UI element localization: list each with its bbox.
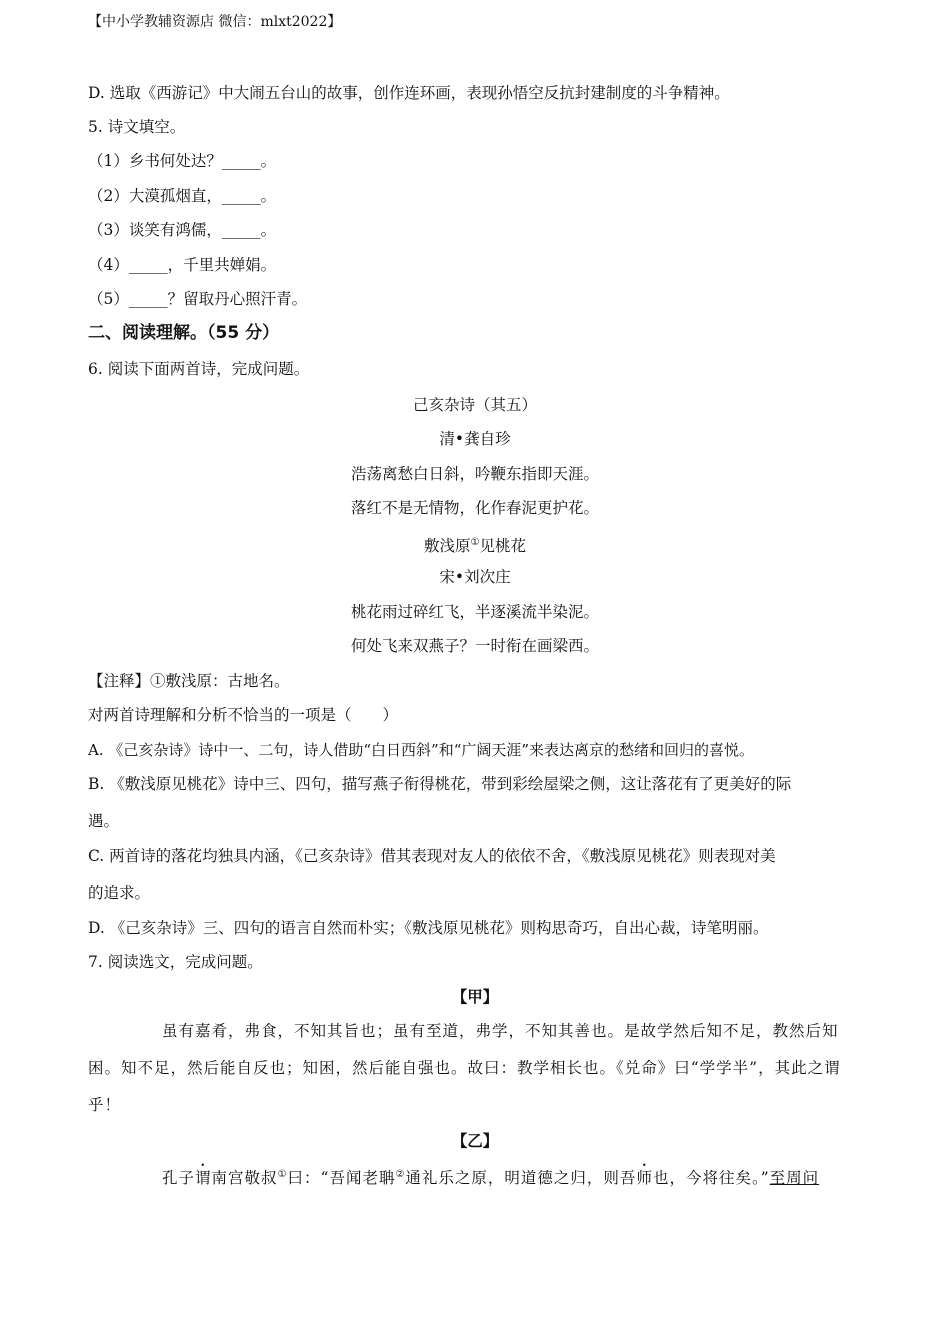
- q5-title: 5. 诗文填空。: [88, 118, 186, 136]
- poem1-author: 清•龚自珍: [439, 430, 511, 448]
- poem-note: 【注释】①敷浅原：古地名。: [88, 672, 290, 690]
- poem2-title-a: 敷浅原: [424, 537, 471, 556]
- yi-text-a: 孔子: [162, 1169, 196, 1188]
- q5-item-2: （2）大漠孤烟直，_____。: [88, 187, 277, 205]
- q6-option-a: A. 《己亥杂诗》诗中一、二句，诗人借助“白日西斜”和“广阔天涯”来表达离京的愁绪和回归的喜悦。: [88, 741, 755, 759]
- poem1-line-1: 浩荡离愁白日斜，吟鞭东指即天涯。: [350, 465, 599, 483]
- yi-footnote-2: ②: [395, 1169, 406, 1180]
- yi-footnote-1: ①: [277, 1169, 288, 1180]
- q6-option-b-line-2: 遇。: [88, 812, 120, 830]
- q6-question: 对两首诗理解和分析不恰当的一项是（ ）: [88, 706, 399, 724]
- q4-option-d: D. 选取《西游记》中大闹五台山的故事，创作连环画，表现孙悟空反抗封建制度的斗争精神。: [88, 84, 730, 102]
- q6-option-d: D. 《己亥杂诗》三、四句的语言自然而朴实；《敷浅原见桃花》则构思奇巧，自出心裁，诗笔明丽。: [88, 919, 769, 937]
- yi-text-d: 曰：“吾闻老聃: [287, 1169, 396, 1188]
- poem2-title: [0, 533, 950, 556]
- q5-item-1: （1）乡书何处达？_____。: [88, 152, 277, 170]
- poem2-line-2: 何处飞来双燕子？一时衔在画梁西。: [350, 637, 599, 655]
- yi-text-g: 也，今将往矣。”: [652, 1169, 770, 1188]
- poem1-line-2: 落红不是无情物，化作春泥更护花。: [350, 499, 599, 517]
- q6-option-c-line-2: 的追求。: [88, 884, 151, 902]
- section-title: 二、阅读理解。（55 分）: [88, 323, 280, 343]
- passage-jia-title: 【甲】: [451, 987, 499, 1006]
- poem2-line-1: 桃花雨过碎红飞，半逐溪流半染泥。: [350, 603, 599, 621]
- yi-text-c: 南宫敬叔: [211, 1169, 278, 1188]
- footnote-mark: ①: [470, 537, 480, 548]
- yi-text-e: 通礼乐之原，明道德之归，则吾: [405, 1169, 637, 1188]
- passage-yi-title: 【乙】: [451, 1131, 499, 1150]
- q6-option-c-line-1: C. 两首诗的落花均独具内涵，《己亥杂诗》借其表现对友人的依依不舍，《敷浅原见桃花》则表现对美: [88, 847, 776, 865]
- page-header: 【中小学教辅资源店 微信：mlxt2022】: [88, 14, 342, 30]
- q6-option-b-line-1: B. 《敷浅原见桃花》诗中三、四句，描写燕子衔得桃花，带到彩绘屋梁之侧，这让落花有了更美好的际: [88, 775, 792, 793]
- q7-title: 7. 阅读选文，完成问题。: [88, 953, 263, 971]
- q6-title: 6. 阅读下面两首诗，完成问题。: [88, 360, 310, 378]
- poem2-title-b: 见桃花: [479, 537, 526, 556]
- q5-item-3: （3）谈笑有鸿儒，_____。: [88, 221, 277, 239]
- passage-yi-line: [162, 1165, 819, 1188]
- poem1-title: 己亥杂诗（其五）: [412, 396, 537, 414]
- yi-dotted-char-2: 师: [636, 1169, 653, 1188]
- q5-item-5: （5）_____？留取丹心照汗青。: [88, 290, 308, 308]
- poem2-author: 宋•刘次庄: [439, 568, 511, 586]
- q5-item-4: （4）_____，千里共婵娟。: [88, 256, 277, 274]
- yi-underlined-text: 至周问: [769, 1169, 820, 1188]
- passage-jia-text: 虽有嘉肴，弗食，不知其旨也；虽有至道，弗学，不知其善也。是故学然后知不足，教然后知困。知不足，然后能自反也；知困，然后能自强也。故曰：教学相长也。《兑命》曰“学学半”，其此之谓乎！: [88, 1022, 841, 1114]
- yi-dotted-char-1: 谓: [195, 1169, 212, 1188]
